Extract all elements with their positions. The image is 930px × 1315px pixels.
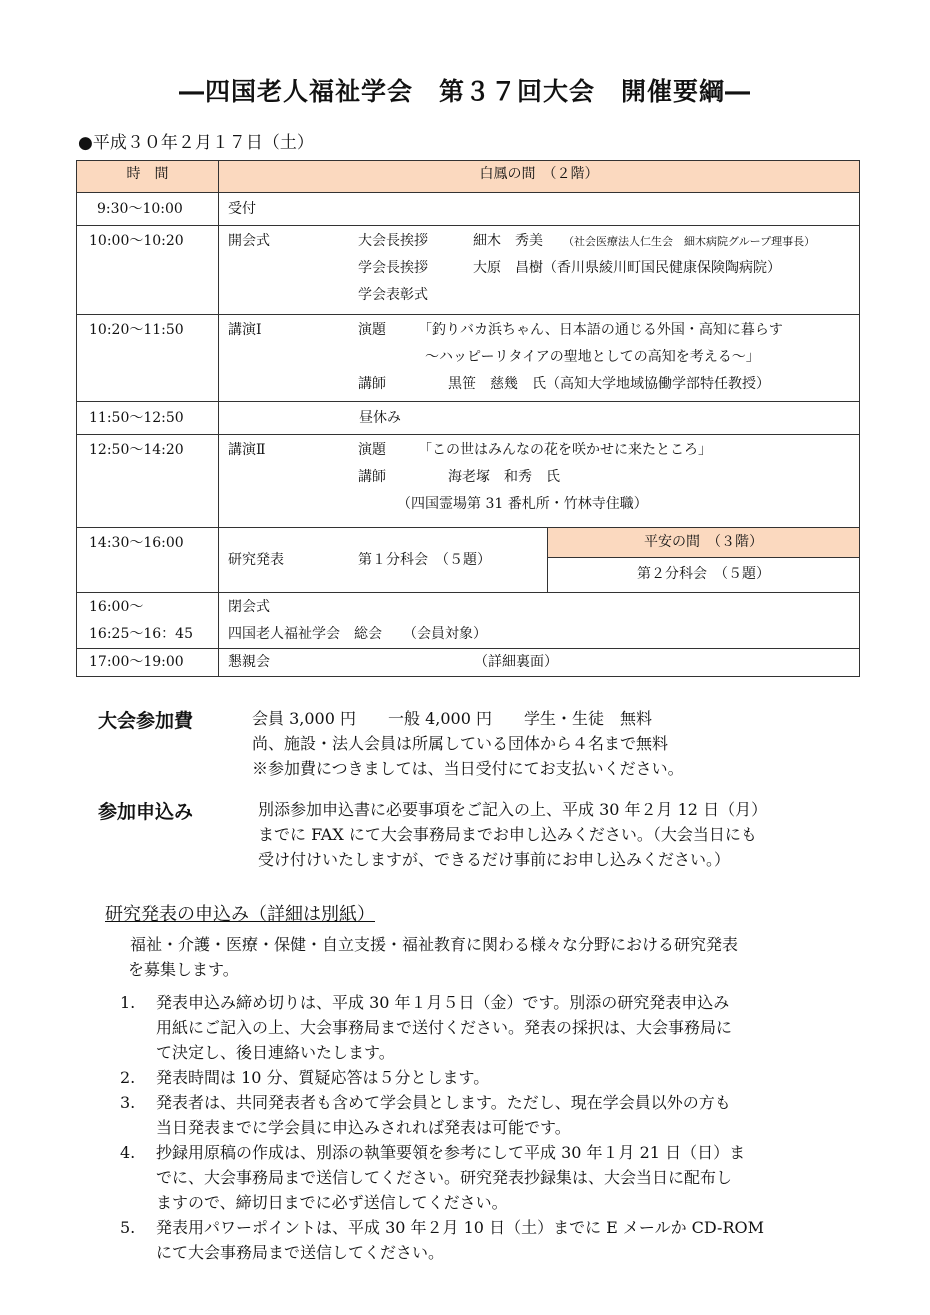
row-content (219, 649, 860, 677)
page-title: ―四国老人福祉学会 第３７回大会 開催要綱― (178, 77, 751, 106)
row-content (219, 315, 860, 402)
table-row (77, 435, 860, 528)
application-label: 参加申込み (98, 801, 194, 823)
list-item (120, 990, 764, 1065)
speaker-name: 細木 秀美 (473, 233, 543, 249)
list-item (120, 1065, 764, 1090)
row-content (219, 593, 860, 649)
table-row (77, 226, 860, 315)
list-line: ますので、締切日までに必ず送信してください。 (156, 1193, 508, 1212)
session-group-2: 第２分科会 （５題） (637, 566, 770, 582)
list-line: 発表時間は 10 分、質疑応答は５分とします。 (156, 1068, 490, 1087)
row-item: 講演Ⅰ (228, 322, 262, 338)
line-label: 講師 (358, 376, 386, 392)
lecture-title: 「釣りバカ浜ちゃん、日本語の通じる外国・高知に暮らす (418, 322, 783, 338)
schedule-header-row (77, 161, 860, 193)
fee-section (78, 706, 878, 786)
time-header: 時 間 (77, 161, 219, 193)
fee-label: 大会参加費 (98, 710, 194, 732)
list-number: 3. (120, 1093, 136, 1112)
row-time: 11:50～12:50 (77, 402, 219, 435)
row-time (77, 593, 219, 649)
row-content (219, 435, 860, 528)
fee-text (252, 706, 684, 781)
closing-time-1: 16:00～ (89, 599, 144, 615)
line-label: 演題 (358, 322, 386, 338)
room2-subtable (548, 528, 859, 590)
row-content (219, 226, 860, 315)
session-group-1: 第１分科会 （５題） (358, 551, 491, 568)
line-label: 学会表彰式 (358, 287, 428, 303)
schedule-table (76, 160, 860, 677)
fee-line: ※参加費につきましては、当日受付にてお支払いください。 (252, 759, 684, 778)
application-text (258, 797, 767, 872)
list-item (120, 1215, 764, 1265)
list-item (120, 1140, 764, 1215)
table-row (77, 528, 860, 593)
list-number: 5. (120, 1218, 136, 1237)
room2-cell (548, 528, 860, 593)
list-line: 発表用パワーポイントは、平成 30 年２月 10 日（土）までに E メールか CD-ROM (156, 1218, 765, 1237)
list-line: て決定し、後日連絡いたします。 (156, 1043, 395, 1062)
row-item: 受付 (219, 193, 860, 226)
row-time: 10:20～11:50 (77, 315, 219, 402)
table-row (77, 593, 860, 649)
application-section (78, 797, 878, 877)
line-label: 講師 (358, 469, 386, 485)
row-item: 開会式 (228, 233, 270, 249)
lecture-subtitle: ～ハッピーリタイアの聖地としての高知を考える～」 (425, 349, 760, 365)
list-line: でに、大会事務局まで送信してください。研究発表抄録集は、大会当日に配布し (156, 1168, 733, 1187)
row-time: 14:30～16:00 (77, 528, 219, 593)
line-label: 学会長挨拶 (358, 260, 428, 276)
intro-line: を募集します。 (128, 960, 239, 979)
speaker-name: 海老塚 和秀 氏 (448, 469, 560, 485)
row-time: 10:00～10:20 (77, 226, 219, 315)
closing-time-2: 16:25～16：45 (89, 626, 193, 642)
table-row (77, 315, 860, 402)
list-item (120, 1090, 764, 1140)
list-line: にて大会事務局まで送信してください。 (156, 1243, 445, 1262)
room2-header: 平安の間 （３階） (548, 528, 859, 558)
research-intro (130, 932, 738, 982)
row-note: （詳細裏面） (474, 654, 558, 670)
row-content (219, 528, 548, 593)
row-item: 懇親会 (228, 654, 270, 670)
event-date: ●平成３０年２月１７日（土） (78, 133, 314, 153)
row-item: 研究発表 (228, 551, 284, 568)
fee-line: 尚、施設・法人会員は所属している団体から４名まで無料 (252, 734, 669, 753)
list-line: 発表者は、共同発表者も含めて学会員とします。ただし、現在学会員以外の方も (156, 1093, 731, 1112)
row-item: 閉会式 (228, 599, 270, 615)
application-line: までに FAX にて大会事務局までお申し込みください。（大会当日にも (258, 825, 757, 844)
speaker-affiliation: （四国霊場第 31 番札所・竹林寺住職） (397, 496, 648, 512)
speaker-affiliation: （社会医療法人仁生会 細木病院グループ理事長） (563, 235, 816, 248)
row-time: 9:30～10:00 (77, 193, 219, 226)
list-line: 用紙にご記入の上、大会事務局まで送付ください。発表の採択は、大会事務局に (156, 1018, 733, 1037)
line-label: 大会長挨拶 (358, 233, 428, 249)
speaker-name: 大原 昌樹（香川県綾川町国民健康保険陶病院） (473, 260, 781, 276)
row-time: 17:00～19:00 (77, 649, 219, 677)
line-label: 演題 (358, 442, 386, 458)
row-item: 講演Ⅱ (228, 442, 266, 458)
list-line: 当日発表までに学会員に申込みされれば発表は可能です。 (156, 1118, 571, 1137)
table-row (77, 193, 860, 226)
fee-line: 会員 3,000 円 一般 4,000 円 学生・生徒 無料 (252, 709, 652, 728)
lecture-title: 「この世はみんなの花を咲かせに来たところ」 (418, 442, 712, 458)
list-line: 抄録用原稿の作成は、別添の執筆要領を参考にして平成 30 年１月 21 日（日）ま (156, 1143, 746, 1162)
research-heading: 研究発表の申込み（詳細は別紙） (105, 904, 375, 925)
row-item: 四国老人福祉学会 総会 （会員対象） (228, 626, 487, 642)
room-header: 白鳳の間 （２階） (219, 161, 860, 193)
intro-line: 福祉・介護・医療・保健・自立支援・福祉教育に関わる様々な分野における研究発表 (130, 935, 739, 954)
row-time: 12:50～14:20 (77, 435, 219, 528)
application-line: 受け付けいたしますが、できるだけ事前にお申し込みください。） (258, 850, 731, 869)
list-line: 発表申込み締め切りは、平成 30 年１月５日（金）です。別添の研究発表申込み (156, 993, 730, 1012)
speaker-name: 黒笹 慈幾 氏（高知大学地域協働学部特任教授） (448, 376, 770, 392)
row-item: 昼休み (219, 402, 860, 435)
table-row (77, 649, 860, 677)
list-number: 4. (120, 1143, 136, 1162)
table-row (77, 402, 860, 435)
list-number: 2. (120, 1068, 136, 1087)
list-number: 1. (120, 993, 136, 1012)
research-rules-list (120, 990, 764, 1265)
application-line: 別添参加申込書に必要事項をご記入の上、平成 30 年２月 12 日（月） (258, 800, 768, 819)
